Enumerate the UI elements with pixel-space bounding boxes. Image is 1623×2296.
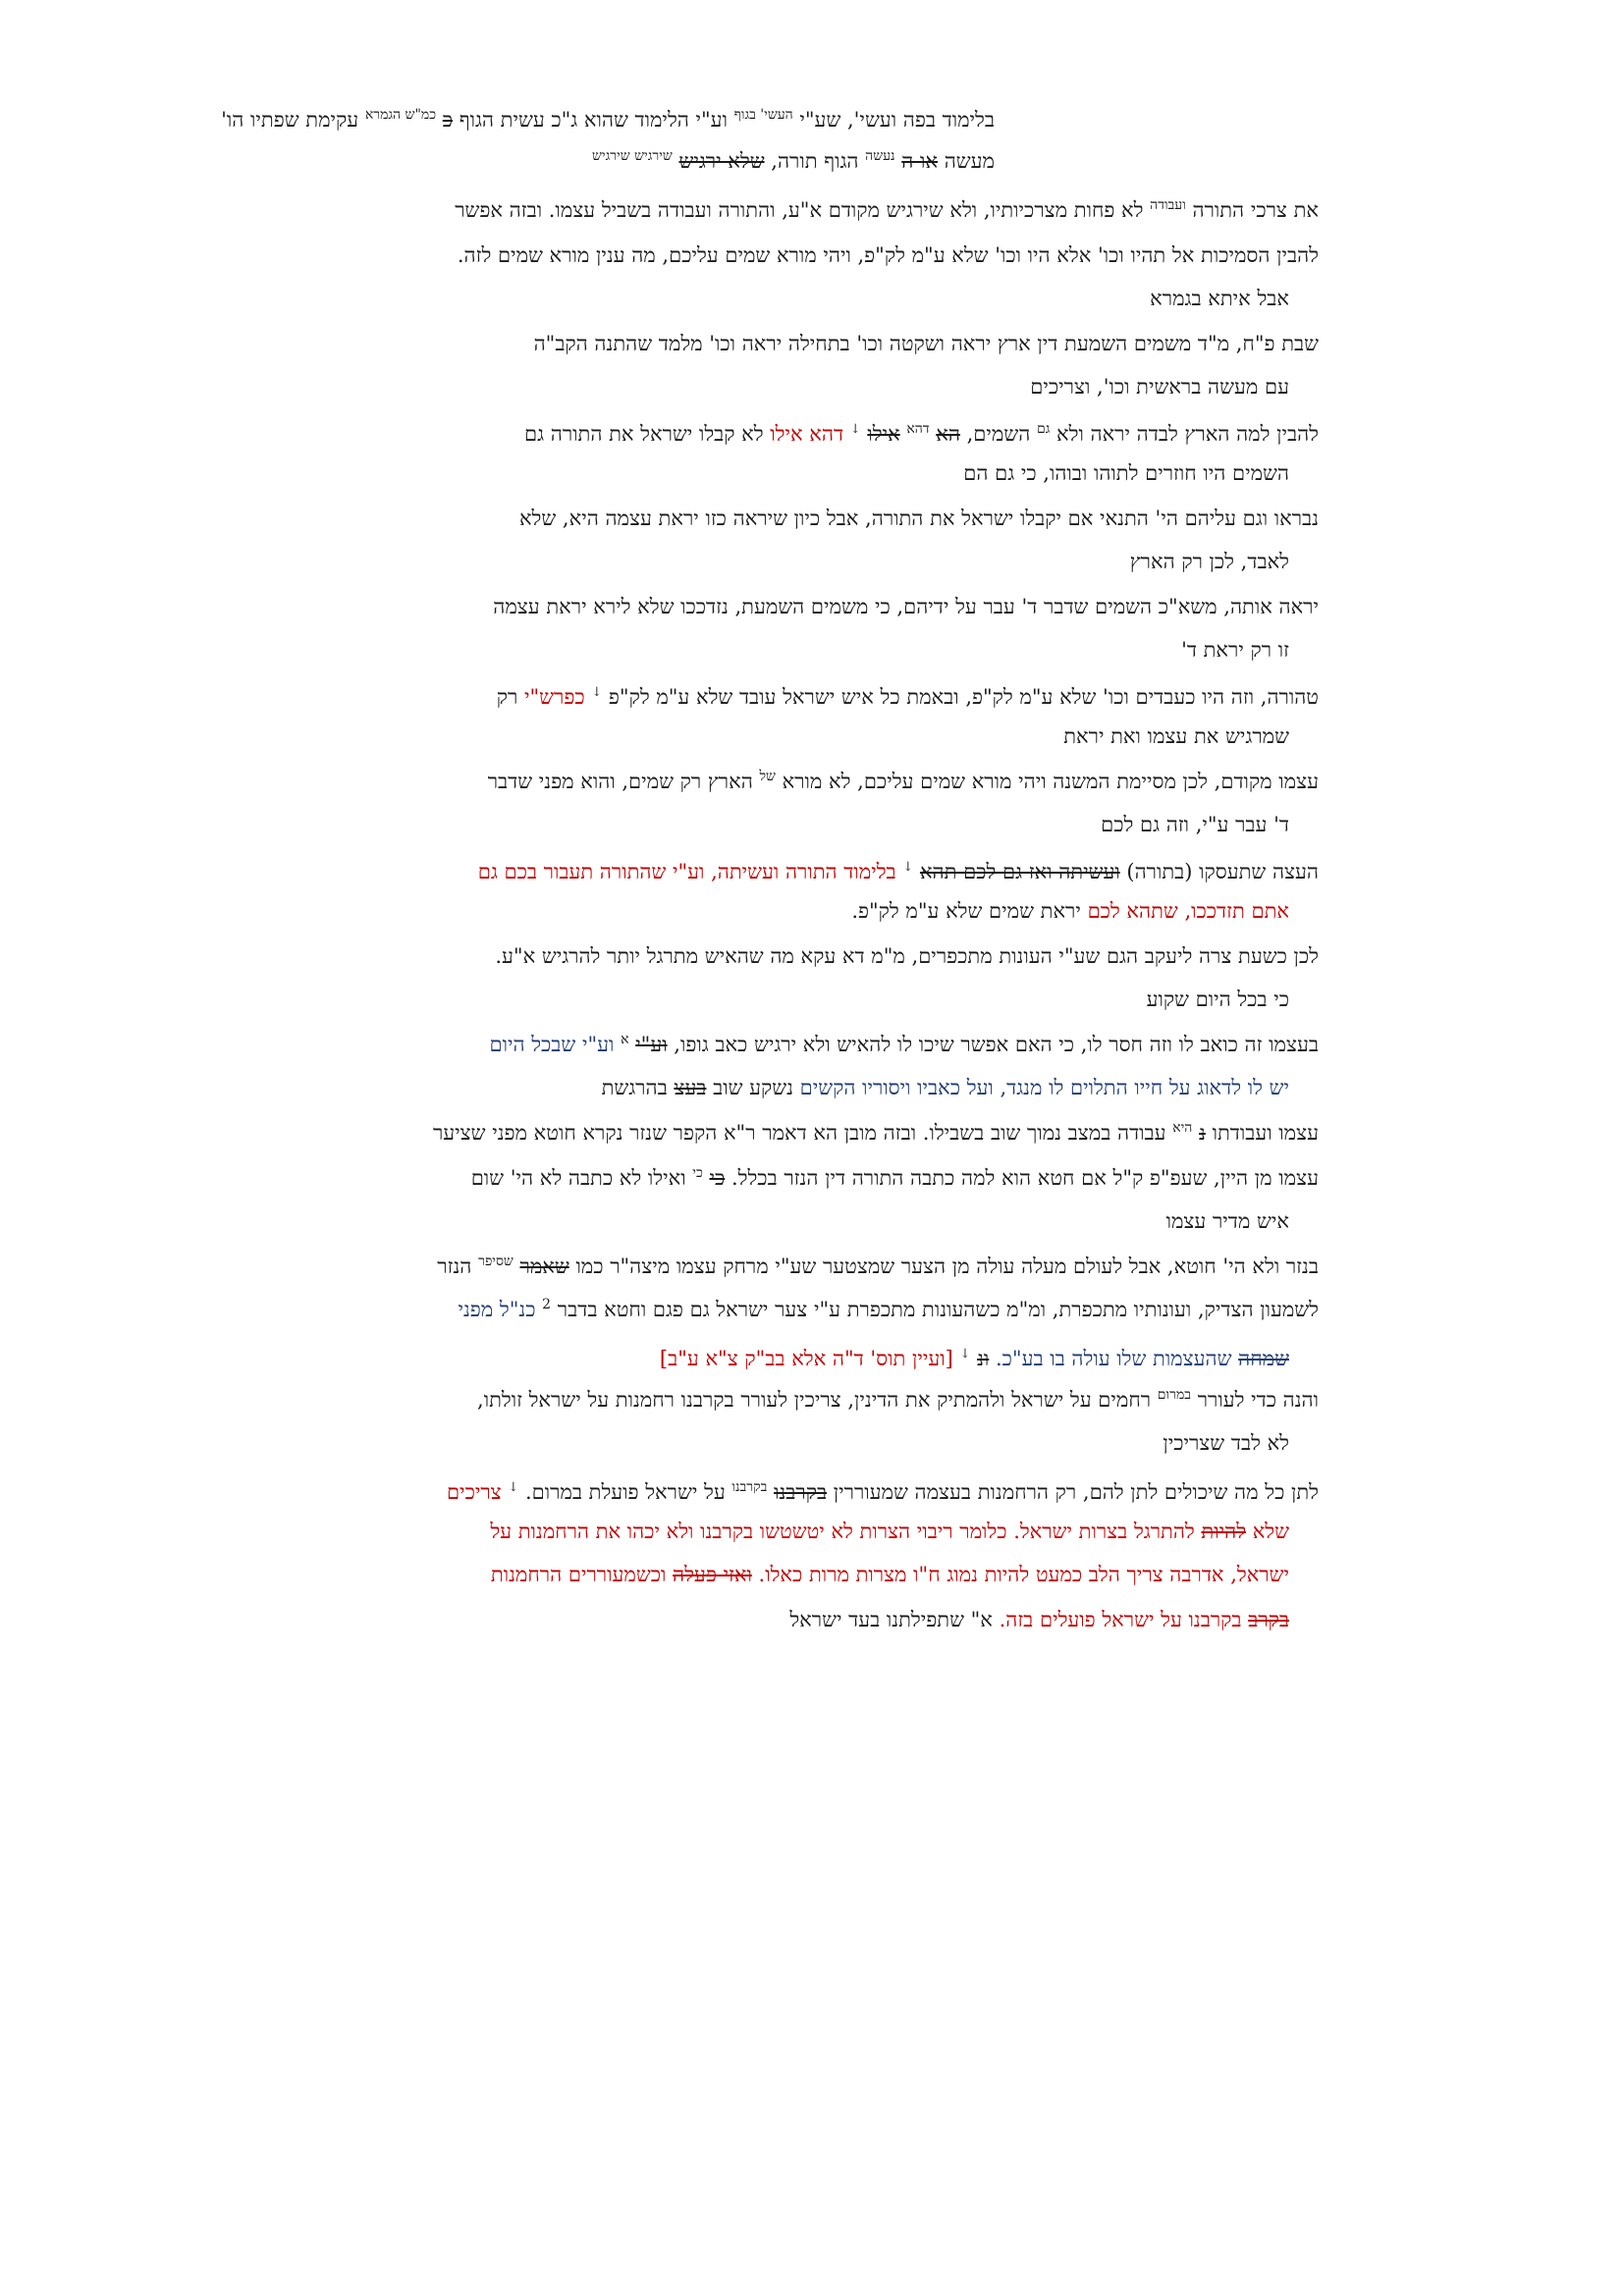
text: עצמו מן היין, שעפ"פ ק"ל אם חטא הוא למה כתבה התורה דין הנזר בכלל.: [730, 1166, 1319, 1190]
text-line-8: [524, 416, 1319, 448]
text-line-29: [660, 1341, 1289, 1372]
text-line-35: [789, 1606, 1289, 1633]
red-insertion: וכשמעוררים הרחמנות: [490, 1563, 667, 1586]
text-line-16: [488, 768, 1319, 795]
text-line-10: [519, 505, 1319, 532]
text: עקימת שפתיו הו': [221, 108, 359, 132]
deleted-text: וע"י: [635, 1033, 668, 1056]
insert-arrow-icon: ↓: [902, 860, 914, 875]
insertion: 2: [542, 1297, 552, 1312]
text: ד' עבר ע"י, וזה גם לכם: [1101, 813, 1289, 836]
text: את צרכי התורה: [1192, 198, 1319, 222]
insert-arrow-icon: ↓: [959, 1347, 971, 1362]
red-insertion: דהא אילו: [770, 422, 844, 446]
text-line-34: [491, 1561, 1289, 1588]
deleted-text: או ה: [901, 149, 939, 173]
deleted-text: ועשיתה ואז גם לכם תהא: [919, 860, 1120, 883]
insertion: שירגיש שירגיש: [592, 148, 673, 164]
text-line-15: [1063, 722, 1289, 750]
text: להבין הסמיכות אל תהיו וכו' אלא היו וכו' שלא ע"מ לק"פ, ויהי מורא שמים עליכם, מה ענין מורא שמים לזה.: [457, 243, 1319, 267]
text: העצה שתעסקו (בתורה): [1126, 860, 1319, 883]
text-line-6: [534, 330, 1319, 357]
deleted-text: בקרבנו: [774, 1480, 828, 1504]
text: שבת פ"ח, מ"ד משמים השמעת דין ארץ יראה ושקטה וכו' בתחילה יראה וכו' מלמד שהתנה הקב"ה: [533, 332, 1319, 355]
text: בהרגשת: [601, 1076, 668, 1099]
text-line-2: [592, 147, 995, 175]
text: יראה אותה, משא"כ השמים שדבר ד' עבר על ידיהם, כי משמים השמעת, נזדככו שלא לירא יראת עצמה: [493, 595, 1319, 618]
text-line-26: [1166, 1207, 1289, 1235]
text-line-28: [458, 1296, 1319, 1323]
red-insertion: [ועיין תוס' ד"ה אלא בב"ק צ"א ע"ב]: [659, 1347, 953, 1370]
text: טהורה, וזה היו כעבדים וכו' שלא ע"מ לק"פ, ובאמת כל איש ישראל עובד שלא ע"מ לק"פ: [608, 685, 1319, 709]
text: לא לבד שצריכין: [1163, 1431, 1289, 1455]
insertion: שסיפר: [478, 1254, 514, 1269]
text: לכן כשעת צרה ליעקב הגם שע"י העונות מתכפרים, מ"מ דא עקא מה שהאיש מתרגל יותר להרגיש א"ע.: [495, 944, 1319, 968]
text: לא קבלו ישראל את התורה גם: [524, 422, 764, 446]
text: וע"י הלימוד שהוא ג"כ עשית הגוף: [459, 108, 728, 132]
deleted-text: בקרב: [1248, 1608, 1289, 1631]
text: זו רק יראת ד': [1181, 638, 1289, 662]
text: להבין למה הארץ לבדה יראה ולא: [1056, 422, 1319, 446]
text-line-1: [221, 106, 995, 133]
text-line-18: [478, 854, 1319, 885]
deleted-text: ואזי פעלה: [673, 1563, 752, 1586]
text-line-19: [851, 897, 1289, 925]
text-line-17: [1101, 811, 1289, 838]
blue-insertion: יש לו לדאוג על חייו התלוים לו מנגד, ועל כאביו ויסוריו הקשים: [799, 1076, 1289, 1099]
text: עצמו מקודם, לכן מסיימת המשנה ויהי מורא שמים עליכם, לא מורא: [782, 770, 1319, 793]
deleted-text: להיות: [1201, 1520, 1247, 1543]
text: עם מעשה בראשית וכו', וצריכים: [1030, 375, 1289, 399]
text: הגוף תורה,: [771, 149, 859, 173]
text: הארץ רק שמים, והוא מפני שדבר: [487, 770, 753, 793]
red-insertion: להתרגל בצרות ישראל. כלומר ריבוי הצרות לא יטשטשו בקרבנו ולא יכהו את הרחמנות על: [490, 1520, 1195, 1543]
red-insertion: צריכים: [446, 1480, 502, 1504]
text: והנה כדי לעורר: [1197, 1388, 1319, 1412]
insertion: בקרבנו: [731, 1479, 768, 1495]
text: שמרגיש את עצמו ואת יראת: [1063, 724, 1289, 748]
text: השמים היו חוזרים לתוהו ובוהו, כי גם הם: [963, 461, 1289, 485]
text-line-13: [1181, 636, 1289, 664]
text-line-23: [602, 1074, 1289, 1101]
text-line-5: [1150, 285, 1289, 312]
insert-arrow-icon: ↓: [591, 685, 603, 700]
text-line-22: [489, 1031, 1319, 1058]
text: אבל איתא בגמרא: [1150, 287, 1289, 310]
text: נבראו וגם עליהם הי' התנאי אם יקבלו ישראל את התורה, אבל כיון שיראה כזו יראת עצמה היא, שלא: [518, 507, 1319, 530]
deleted-text: שמחה: [1238, 1347, 1289, 1370]
insertion: נעשה: [865, 148, 895, 164]
text: עבודה במצב נמוך שוב בשבילו. ובזה מובן הא דאמר ר"א הקפר שנזר נקרא חוטא מפני שציער: [432, 1121, 1166, 1145]
text-line-21: [1147, 986, 1289, 1013]
text: בלימוד בפה ועשי', שע"י: [799, 108, 995, 132]
text-line-27: [437, 1253, 1319, 1280]
text: מעשה: [944, 149, 995, 173]
text: על ישראל פועלת במרום.: [524, 1480, 726, 1504]
blue-insertion: כנ"ל מפני: [458, 1298, 536, 1321]
text: לא פחות מצרכיותיו, ולא שירגיש מקודם א"ע, והתורה ועבודה בשביל עצמו. ובזה אפשר: [455, 198, 1144, 222]
insert-arrow-icon: ↓: [508, 1480, 519, 1495]
blue-insertion: וע"י שבכל היום: [489, 1033, 615, 1056]
blue-insertion: שהעצמות שלו עולה בו בע"כ.: [995, 1347, 1232, 1370]
red-insertion: בקרבנו על ישראל פועלים בזה.: [999, 1608, 1242, 1631]
deleted-text: כ: [442, 108, 454, 132]
red-insertion: בלימוד התורה ועשיתה, וע"י שהתורה תעבור בכם גם: [477, 860, 896, 883]
insertion: א: [621, 1032, 629, 1047]
text: יראת שמים שלא ע"מ לק"פ.: [851, 899, 1081, 923]
deleted-text: נ: [1199, 1121, 1206, 1145]
text: נשקע שוב: [713, 1076, 793, 1099]
insertion: במרום: [1157, 1387, 1192, 1403]
text-line-9: [963, 459, 1289, 487]
deleted-text: ונ: [977, 1347, 990, 1370]
text-line-24: [433, 1119, 1319, 1147]
text-line-3: [455, 196, 1319, 224]
deleted-text: אילו: [867, 422, 900, 446]
text: לאבד, לכן רק הארץ: [1129, 550, 1289, 573]
deleted-text: הא: [936, 422, 960, 446]
text-line-11: [1130, 548, 1289, 575]
deleted-text: שאמר: [519, 1255, 569, 1278]
text-line-31: [1163, 1429, 1289, 1457]
insertion: של: [759, 769, 776, 784]
red-insertion: שלא: [1252, 1520, 1289, 1543]
text-line-4: [458, 241, 1319, 269]
insertion: כי: [692, 1165, 703, 1181]
text: איש מדיר עצמו: [1165, 1209, 1289, 1233]
red-insertion: אתם תזדככו, שתהא לכם: [1087, 899, 1289, 923]
text: רחמים על ישראל ולהמתיק את הדינין, צריכין לעורר בקרבנו רחמנות על ישראל זולתו,: [477, 1388, 1152, 1412]
text-line-14: [497, 679, 1319, 711]
deleted-text: כי: [709, 1166, 726, 1190]
deleted-text: בעצ: [674, 1076, 707, 1099]
red-insertion: ישראל, אדרבה צריך הלב כמעט להיות נמוג ח"ו מצרות מרות כאלו.: [758, 1563, 1289, 1586]
text: לתן כל מה שיכולים לתן להם, רק הרחמנות בעצמה שמעוררין: [833, 1480, 1319, 1504]
text-line-33: [490, 1518, 1289, 1545]
red-insertion: כפרש"י: [524, 685, 585, 709]
insertion: גם: [1036, 421, 1051, 437]
text: לשמעון הצדיק, ועונותיו מתכפרת, ומ"מ כשהעונות מתכפרת ע"י צער ישראל גם פגם וחטא בדבר: [557, 1298, 1319, 1321]
text: ואילו לא כתבה לא הי' שום: [470, 1166, 686, 1190]
text: בעצמו זה כואב לו וזה חסר לו, כי האם אפשר שיכו לו להאיש ולא ירגיש כאב גופו,: [674, 1033, 1319, 1056]
insertion: כמ"ש הגמרא: [364, 107, 437, 123]
insertion: העשי' בגוף: [733, 107, 793, 123]
insertion: היא: [1172, 1120, 1193, 1136]
text: בנזר ולא הי' חוטא, אבל לעולם מעלה עולה מן הצער שמצטער שע"י מרחק עצמו מיצה"ר כמו: [575, 1255, 1319, 1278]
text: רק: [496, 685, 518, 709]
text-line-7: [1030, 373, 1289, 400]
insertion: דהא: [906, 421, 930, 437]
deleted-text: שלא ירגיש: [678, 149, 765, 173]
text: א" שתפילתנו בעד ישראל: [789, 1608, 993, 1631]
text: עצמו ועבודתו: [1212, 1121, 1319, 1145]
text-line-32: [447, 1474, 1319, 1506]
text-line-20: [495, 942, 1319, 970]
insertion: ועבודה: [1150, 197, 1186, 213]
text: כי בכל היום שקוע: [1146, 988, 1289, 1011]
text-line-30: [477, 1386, 1319, 1414]
text-line-25: [471, 1164, 1319, 1192]
text-line-12: [493, 593, 1319, 620]
text: הנזר: [437, 1255, 472, 1278]
text: השמים,: [966, 422, 1031, 446]
insert-arrow-icon: ↓: [849, 422, 861, 437]
